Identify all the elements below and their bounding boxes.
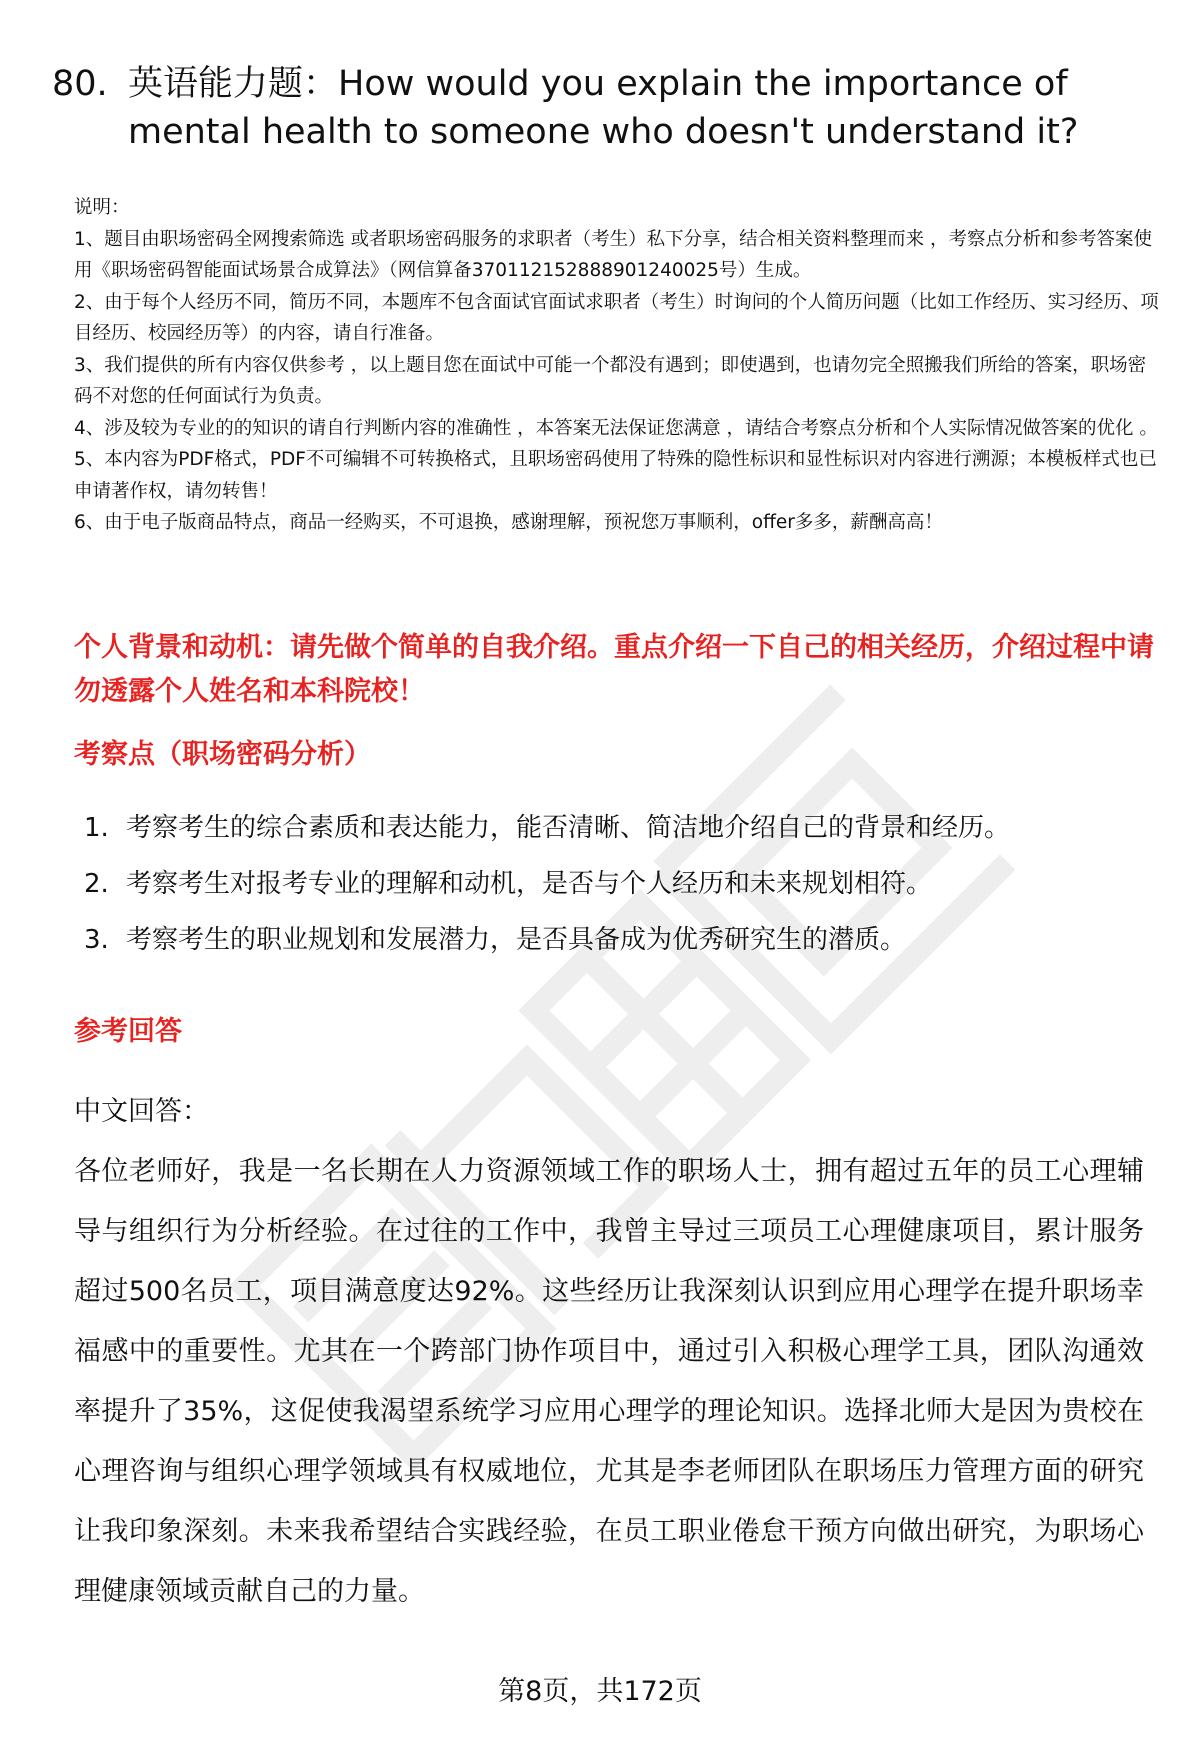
note-item: 3、我们提供的所有内容仅供参考 ，以上题目您在面试中可能一个都没有遇到；即使遇到，也请勿完全照搬我们所给的答案，职场密码不对您的任何面试行为负责。 — [74, 354, 1147, 407]
note-item: 6、由于电子版商品特点，商品一经购买，不可退换，感谢理解，预祝您万事顺利，offer多多，薪酬高高！ — [74, 512, 943, 533]
question-number: 80. — [52, 64, 108, 104]
answer-paragraph: 各位老师好，我是一名长期在人力资源领域工作的职场人士，拥有超过五年的员工心理辅导与组织行为分析经验。在过往的工作中，我曾主导过三项员工心理健康项目，累计服务超过500名员工，项目满意度达92%。这些经历让我深刻认识到应用心理学在提升职场幸福感中的重要性。尤其在一个跨部门协作项目中，通过引入积极心理学工具，团队沟通效率提升了35%，这促使我渴望系统学习应用心理学的理论知识。选择北师大是因为贵校在心理咨询与组织心理学领域具有权威地位，尤其是李老师团队在职场压力管理方面的研究让我印象深刻。未来我希望结合实践经验，在员工职业倦怠干预方向做出研究，为职场心理健康领域贡献自己的力量。 — [74, 1156, 1144, 1607]
point-number: 2. — [84, 869, 109, 899]
note-item: 2、由于每个人经历不同，简历不同，本题库不包含面试官面试求职者（考生）时询问的个人简历问题（比如工作经历、实习经历、项目经历、校园经历等）的内容，请自行准备。 — [74, 291, 1159, 344]
reference-answer-heading: 参考回答 — [74, 1016, 182, 1047]
background-heading: 个人背景和动机：请先做个简单的自我介绍。重点介绍一下自己的相关经历，介绍过程中请勿透露个人姓名和本科院校！ — [74, 632, 1154, 707]
point-number: 1. — [84, 813, 109, 843]
note-item: 1、题目由职场密码全网搜索筛选 或者职场密码服务的求职者（考生）私下分享，结合相关资料整理而来 ，考察点分析和参考答案使用《职场密码智能面试场景合成算法》（网信算备370112152888901240025号）生成。 — [74, 228, 1153, 281]
question-title — [52, 60, 1152, 156]
page-number-footer: 第8页，共172页 — [498, 1676, 702, 1707]
point-text: 考察考生的综合素质和表达能力，能否清晰、简洁地介绍自己的背景和经历。 — [126, 813, 1011, 843]
question-text: 英语能力题：How would you explain the importance of mental health to someone who doesn't understand it? — [128, 64, 1079, 152]
analysis-point — [84, 920, 1164, 976]
analysis-points-list — [84, 808, 1164, 976]
analysis-heading: 考察点（职场密码分析） — [74, 739, 371, 770]
notes-title: 说明： — [74, 197, 130, 218]
notes-section — [74, 192, 1162, 539]
chinese-answer-label: 中文回答： — [74, 1096, 209, 1127]
point-text: 考察考生对报考专业的理解和动机，是否与个人经历和未来规划相符。 — [126, 869, 933, 899]
analysis-point — [84, 864, 1164, 920]
note-item: 4、涉及较为专业的的知识的请自行判断内容的准确性 ，本答案无法保证您满意 ，请结合考察点分析和个人实际情况做答案的优化 。 — [74, 417, 1158, 439]
analysis-point — [84, 808, 1164, 864]
point-text: 考察考生的职业规划和发展潜力，是否具备成为优秀研究生的潜质。 — [126, 925, 907, 955]
note-item: 5、本内容为PDF格式，PDF不可编辑不可转换格式，且职场密码使用了特殊的隐性标识和显性标识对内容进行溯源；本模板样式也已申请著作权，请勿转售！ — [74, 449, 1157, 502]
point-number: 3. — [84, 925, 109, 955]
